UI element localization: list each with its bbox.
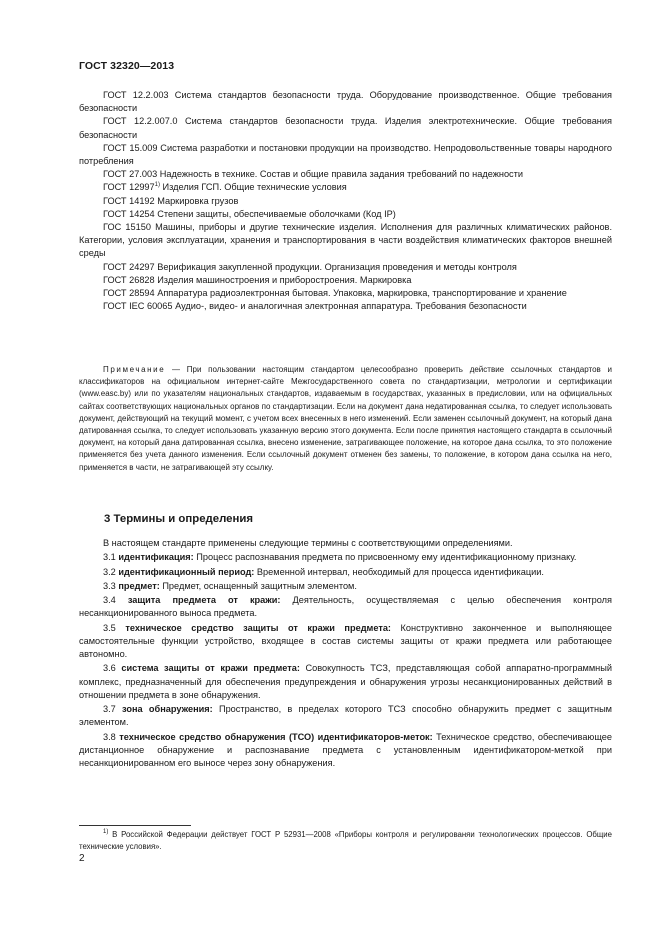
- reference-item: [79, 181, 612, 194]
- term-name: идентификационный период:: [118, 566, 255, 577]
- term-number: 3.3: [103, 580, 119, 591]
- reference-item: ГОСТ 14254 Степени защиты, обеспечиваемые оболочками (Код IP): [103, 208, 396, 219]
- term-definition: Процесс распознавания предмета по присвоенному ему идентификационному признаку.: [193, 552, 577, 563]
- term-definition: Временной интервал, необходимый для процесса идентификации.: [254, 566, 544, 577]
- term-entry: [79, 703, 612, 729]
- footnote-separator: [79, 825, 191, 826]
- term-definition: Предмет, оснащенный защитным элементом.: [159, 580, 357, 591]
- reference-title: Изделия ГСП. Общие технические условия: [160, 182, 347, 193]
- term-entry: [79, 622, 612, 662]
- term-entry: [79, 580, 612, 593]
- term-entry: [79, 731, 612, 771]
- reference-item: ГОСТ 28594 Аппаратура радиоэлектронная бытовая. Упаковка, маркировка, транспортирование и хранение: [103, 288, 567, 299]
- reference-item: ГОС 15150 Машины, приборы и другие технические изделия. Исполнения для различных климатических районов. Категории, условия эксплуатации, хранения и транспортирования в части воздействия климатических факторов внешней среды: [79, 222, 612, 259]
- reference-item: ГОСТ 12.2.003 Система стандартов безопасности труда. Оборудование производственное. Общие требования безопасности: [79, 90, 612, 114]
- term-entry: [79, 551, 612, 564]
- term-entry: [79, 566, 612, 579]
- term-name: предмет:: [118, 580, 160, 591]
- term-name: зона обнаружения:: [122, 704, 213, 715]
- footnote: [79, 829, 612, 852]
- term-definition: Совокупность ТСЗ, представляющая собой аппаратно-программный комплекс, предназначенный для обеспечения предупреждения и обнаружения угрозы несанкционированных действий в отношении предмета в зоне обнаружения.: [79, 663, 612, 700]
- term-entry: [79, 662, 612, 702]
- term-number: 3.6: [103, 663, 122, 674]
- reference-item: ГОСТ 24297 Верификация закупленной продукции. Организация проведения и методы контроля: [103, 261, 517, 272]
- reference-code: ГОСТ 12997: [103, 182, 155, 193]
- section-intro: В настоящем стандарте применены следующие термины с соответствующими определениями.: [103, 538, 513, 548]
- term-name: идентификация:: [118, 552, 194, 563]
- reference-item: ГОСТ IEC 60065 Аудио-, видео- и аналогичная электронная аппаратура. Требования безопасности: [103, 301, 527, 312]
- term-entry: [79, 594, 612, 620]
- page-number: 2: [79, 853, 85, 864]
- reference-item: ГОСТ 15.009 Система разработки и постановки продукции на производство. Непродовольственные товары народного потребления: [79, 142, 612, 167]
- term-definition: Техническое средство, обеспечивающее дистанционное обнаружение и распознавание предмета с установленным идентификатором-меткой при несанкционированном его выносе через зону обнаружения.: [79, 731, 612, 768]
- term-name: техническое средство защиты от кражи предмета:: [125, 622, 391, 633]
- section-title: 3 Термины и определения: [104, 513, 254, 525]
- term-definition: Конструктивно законченное и выполняющее самостоятельные функции устройство, входящее в состав системы защиты от кражи предмета или работающее автономно.: [79, 622, 613, 660]
- reference-item: ГОСТ 27.003 Надежность в технике. Состав и общие правила задания требований по надежности: [103, 169, 523, 180]
- note-text: — При пользовании настоящим стандартом целесообразно проверить действие ссылочных стандартов и классификаторов на официальном интернет-сайте Межгосударственного совета по стандартизации, метрологии и сертификации (www.easc.by) или по указателям национальных стандартов, издаваемым в государствах, указанных в предисловии, или на официальных сайтах соответствующих национальных органов по стандартизации. Если на документ дана недатированная ссылка, то следует использовать документ, действующий на текущий момент, с учетом всех внесенных в него изменений. Если заменен ссылочный документ, на который дана датированная ссылка, то следует использовать указанную версию этого документа. Если после принятия настоящего стандарта в ссылочный документ, на который дана датированная ссылка, внесено изменение, затрагивающее положение, на которое дана ссылка, то это положение применяется без учета данного изменения. Если ссылочный документ отменен без замены, то положение, в котором дана ссылка на него, применяется в части, не затрагивающей эту ссылку.: [79, 365, 612, 472]
- footnote-ref: 1): [154, 182, 160, 189]
- note-label: Примечание: [103, 365, 166, 374]
- term-definition: Пространство, в пределах которого ТСЗ способно обнаружить предмет с защитным элементом.: [79, 704, 612, 728]
- term-definition: Деятельность, осуществляемая с целью обеспечения контроля несанкционированного выноса предмета.: [79, 595, 612, 619]
- footnote-text: В Российской Федерации действует ГОСТ Р 52931—2008 «Приборы контроля и регулированяи технологических процессов. Общие технические условия».: [79, 830, 612, 851]
- reference-item: ГОСТ 14192 Маркировка грузов: [103, 195, 239, 206]
- term-number: 3.7: [103, 704, 123, 715]
- term-number: 3.5: [103, 622, 126, 633]
- reference-item: ГОСТ 26828 Изделия машиностроения и приборостроения. Маркировка: [103, 274, 412, 285]
- term-name: техническое средство обнаружения (ТСО) идентификаторов-меток:: [119, 731, 433, 742]
- term-number: 3.8: [103, 731, 120, 742]
- document-header: ГОСТ 32320—2013: [79, 60, 175, 72]
- terms-list: [79, 537, 612, 770]
- term-number: 3.2: [103, 566, 119, 577]
- normative-references: [79, 89, 612, 313]
- footnote-marker: 1): [103, 829, 109, 835]
- term-name: защита предмета от кражи:: [127, 595, 281, 606]
- term-number: 3.1: [103, 552, 119, 563]
- term-number: 3.4: [103, 595, 128, 606]
- note-block: [79, 364, 612, 474]
- term-name: система защиты от кражи предмета:: [121, 663, 300, 674]
- reference-item: ГОСТ 12.2.007.0 Система стандартов безопасности труда. Изделия электротехнические. Общие требования безопасности: [79, 116, 612, 140]
